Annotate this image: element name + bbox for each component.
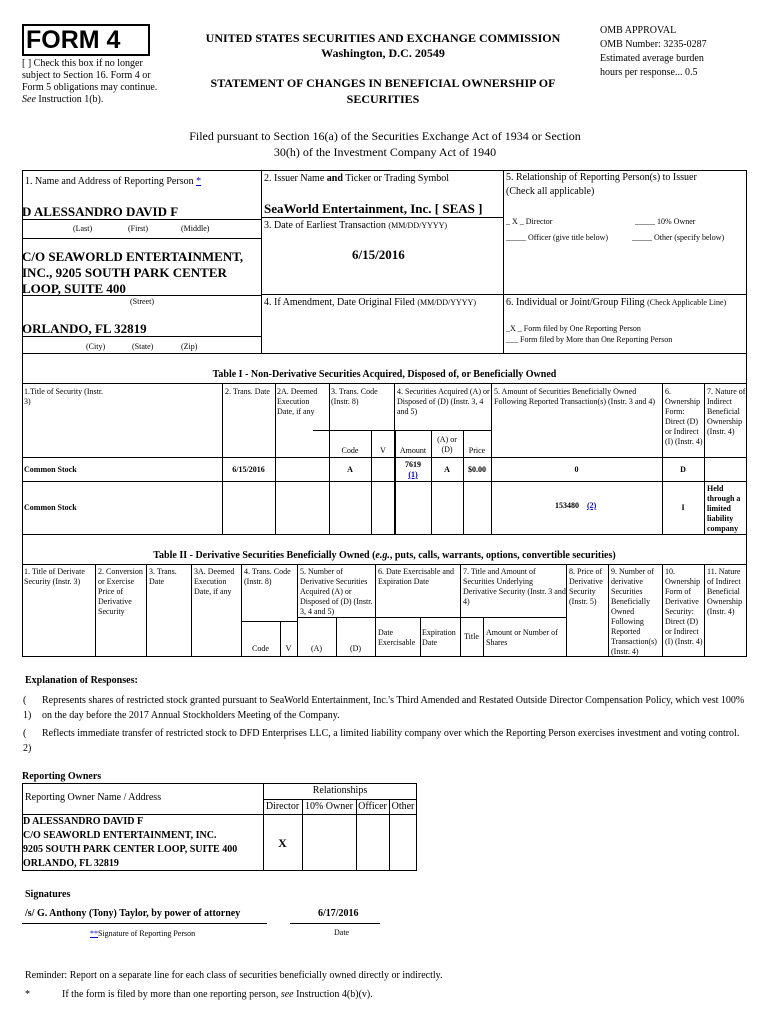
signatures-heading: Signatures [25,889,71,900]
t1-r1-amount: 7619 (1) [405,460,421,479]
no-longer-subject-checkbox[interactable] [22,58,172,106]
form-title-box [22,24,150,56]
t1-r1-footnote-link[interactable]: (1) [408,470,418,479]
t2-sub-d: (D) [349,644,362,653]
omb-approval: OMB APPROVAL [600,25,677,36]
t1-r2-nature: Held through a limited liability company [707,484,741,533]
t2-h3a: 3A. Deemed Execution Date, if any [194,567,235,596]
explanation-item-1-text: Represents shares of restricted stock granted pursuant to SeaWorld Entertainment, Inc.'s Third Amended and Restated Outside Director Compensation Policy, which vest 100% on the day before the 2017 Annual Stockholders Meeting of the Company. [42,695,745,721]
owners-row-director: X [278,836,287,850]
box6-label: 6. Individual or Joint/Group Filing (Check Applicable Line) [506,297,727,308]
t2-sub-exp: Expiration Date [422,628,456,647]
owners-col-ten: 10% Owner [304,801,354,812]
reminder: Reminder: Report on a separate line for each class of securities beneficially owned directly or indirectly. [25,970,443,981]
box1-label: 1. Name and Address of Reporting Person * [25,176,202,187]
issuer-name: SeaWorld Entertainment, Inc. [ SEAS ] [264,201,483,216]
owners-col-officer: Officer [358,801,387,812]
t1-r2-footnote-link[interactable]: (2) [587,501,597,510]
t1-h2: 2. Trans. Date [225,387,270,396]
signature-label: **Signature of Reporting Person [90,929,196,938]
t1-r2-security: Common Stock [24,503,77,512]
box4-label: 4. If Amendment, Date Original Filed (MM/DD/YYYY) [264,297,476,308]
see-word: See [22,94,36,105]
t1-sub-v: V [380,446,386,455]
box5-sub: (Check all applicable) [506,186,595,197]
t1-r1-price: $0.00 [468,465,486,474]
agency-city: Washington, D.C. 20549 [321,46,445,60]
table1-title: Table I - Non-Derivative Securities Acquired, Disposed of, or Beneficially Owned [212,369,557,380]
box5-label: 5. Relationship of Reporting Person(s) to Issuer [506,172,697,183]
statement-title: STATEMENT OF CHANGES IN BENEFICIAL OWNERSHIP OF SECURITIES [210,76,556,106]
t2-h2: 2. Conversion or Exercise Price of Derivative Security [98,567,143,616]
t2-h7: 7. Title and Amount of Securities Underlying Derivative Security (Instr. 3 and 4) [463,567,566,606]
t1-r2-owned: 153480 (2) [555,501,597,510]
filed-pursuant: Filed pursuant to Section 16(a) of the Securities Exchange Act of 1934 or Section 30(h) of the Investment Company Act of 1940 [189,129,581,159]
street-label: (Street) [130,297,154,306]
t2-h3: 3. Trans. Date [149,567,177,586]
state-label: (State) [132,342,154,351]
t2-sub-title: Title [464,632,479,641]
omb-burden: Estimated average burden [600,53,704,64]
t1-r1-code: A [347,465,353,474]
t2-sub-a: (A) [310,644,323,653]
t1-sub-aord: (A) or (D) [437,435,457,454]
t2-sub-date-ex: Date Exercisable [378,628,416,647]
t2-h1: 1. Title of Derivate Security (Instr. 3) [24,567,85,586]
t1-h7: 7. Nature of Indirect Beneficial Ownership (Instr. 4) [707,387,746,436]
omb-box [600,24,765,80]
t1-sub-code: Code [341,446,359,455]
t1-r1-aord: A [444,465,450,474]
owners-row-name-address: D ALESSANDRO DAVID F C/O SEAWORLD ENTERTAINMENT, INC. 9205 SOUTH PARK CENTER LOOP, SUITE 400 ORLANDO, FL 32819 [23,816,238,869]
owners-col-other: Other [391,801,415,812]
t1-h5: 5. Amount of Securities Beneficially Owned Following Reported Transaction(s) (Instr. 3 and 4) [494,387,656,406]
explanation-heading: Explanation of Responses: [25,675,138,686]
signer: /s/ G. Anthony (Tony) Taylor, by power of attorney [25,908,241,919]
reporter-name: D ALESSANDRO DAVID F [22,204,179,219]
reporter-city: ORLANDO, FL 32819 [22,321,147,336]
t2-h4: 4. Trans. Code (Instr. 8) [244,567,291,586]
last-label: (Last) [73,224,93,233]
owners-col-name: Reporting Owner Name / Address [25,792,162,803]
t1-h1: 1.Title of Security (Instr. 3) [24,387,104,406]
date-label: Date [334,928,350,937]
reporter-address: C/O SEAWORLD ENTERTAINMENT, INC., 9205 SOUTH PARK CENTER LOOP, SUITE 400 [22,249,244,296]
director-check[interactable]: _ X _ Director [506,217,553,226]
t2-h10: 10. Ownership Form of Derivative Security: Direct (D) or Indirect (I) (Instr. 4) [665,567,703,646]
t1-sub-price: Price [468,446,486,455]
explanation-item-2-text: Reflects immediate transfer of restricted stock to DFD Enterprises LLC, a limited liability company over which the Reporting Person exercises investment and voting control. [42,728,740,739]
officer-check[interactable]: _____ Officer (give title below) [506,233,609,242]
t1-sub-amount: Amount [399,446,427,455]
checkbox-text: [ ] Check this box if no longer subject to Section 16. Form 4 or Form 5 obligations may continue. [22,58,158,93]
t1-r1-date: 6/15/2016 [232,465,265,474]
earliest-transaction-date: 6/15/2016 [352,247,405,262]
t2-h9: 9. Number of derivative Securities Beneficially Owned Following Reported Transaction(s) (Instr. 4) [611,567,657,656]
footer-star: * [25,989,30,1000]
t2-sub-v: V [285,644,292,653]
explanation-item-2-num: ( 2) [23,728,32,754]
one-person-check[interactable]: _X _ Form filed by One Reporting Person [506,324,641,333]
box2-label: 2. Issuer Name and Ticker or Trading Symbol [264,173,450,184]
city-label: (City) [86,342,106,351]
t1-r1-security: Common Stock [24,465,77,474]
signature-footnote-link[interactable]: ** [90,929,98,938]
owners-col-relationships: Relationships [312,785,368,796]
zip-label: (Zip) [181,342,198,351]
table1 [22,354,747,535]
middle-label: (Middle) [181,224,210,233]
t1-h6: 6. Ownership Form: Direct (D) or Indirect (I) (Instr. 4) [665,387,703,446]
instruction-ref: Instruction 1(b). [38,94,104,105]
owners-col-director: Director [265,801,300,812]
table2-title: Table II - Derivative Securities Beneficially Owned (e.g., puts, calls, warrants, options, convertible securities) [153,550,616,561]
footer-note: If the form is filed by more than one reporting person, see Instruction 4(b)(v). [62,989,373,1000]
owners-heading: Reporting Owners [22,771,102,782]
omb-number: OMB Number: 3235-0287 [600,39,707,50]
form-title: FORM 4 [26,26,121,54]
ten-pct-owner-check[interactable]: _____ 10% Owner [635,217,696,226]
t1-h2a: 2A. Deemed Execution Date, if any [277,387,318,416]
explanation-item-1-num: ( 1) [23,695,32,721]
first-label: (First) [128,224,148,233]
t1-h4: 4. Securities Acquired (A) or Disposed of (D) (Instr. 3, 4 and 5) [397,387,490,416]
omb-hours: hours per response... 0.5 [600,67,698,78]
t1-r2-form: I [681,503,685,512]
t2-sub-amount: Amount or Number of Shares [486,628,558,647]
t1-r1-form: D [680,465,686,474]
t1-h3: 3. Trans. Code (Instr. 8) [331,387,378,406]
t2-h5: 5. Number of Derivative Securities Acquired (A) or Disposed of (D) (Instr. 3, 4 and 5) [300,567,373,616]
box1-footnote-link[interactable]: * [196,176,202,187]
other-check[interactable]: _____ Other (specify below) [632,233,725,242]
agency-name: UNITED STATES SECURITIES AND EXCHANGE COMMISSION [205,31,561,45]
signature-date: 6/17/2016 [318,908,359,919]
more-person-check[interactable]: ___ Form filed by More than One Reporting Person [506,335,673,344]
box3-label: 3. Date of Earliest Transaction (MM/DD/YYYY) [264,220,448,231]
t2-h11: 11. Nature of Indirect Beneficial Ownership (Instr. 4) [707,567,743,616]
t2-sub-code: Code [252,644,269,653]
t2-h6: 6. Date Exercisable and Expiration Date [378,567,454,586]
t2-h8: 8. Price of Derivative Security (Instr. 5) [569,567,603,606]
t1-r1-owned: 0 [574,465,579,474]
